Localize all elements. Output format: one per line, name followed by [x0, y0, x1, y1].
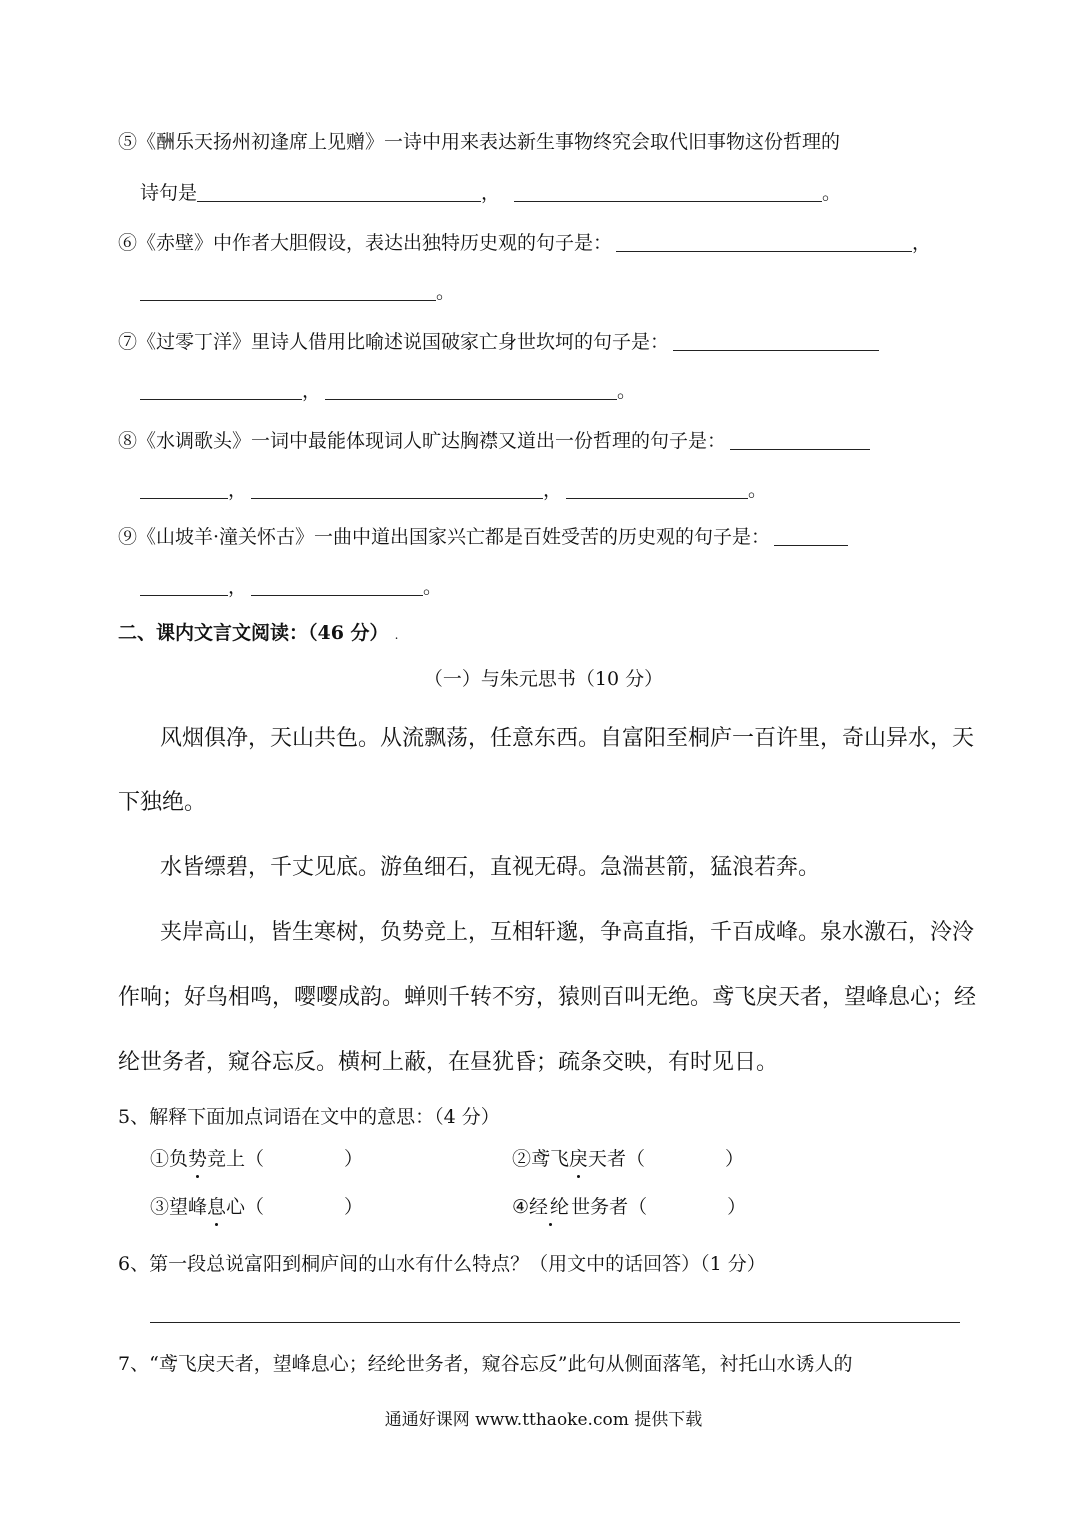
question-5-stem: 5、解释下面加点词语在文中的意思：（4 分）	[118, 1106, 500, 1128]
stray-mark: .	[394, 628, 399, 642]
answer-blank[interactable]	[251, 480, 543, 499]
passage-title: （一）与朱元思书（10 分）	[423, 668, 664, 690]
answer-line[interactable]	[150, 1322, 960, 1323]
passage-paragraph: 风烟俱净，天山共色。从流飘荡，任意东西。自富阳至桐庐一百许里，奇山异水，天	[160, 726, 975, 751]
answer-blank[interactable]	[616, 233, 912, 252]
answer-blank[interactable]	[645, 1150, 725, 1168]
q8-line1: ⑧《水调歌头》一词中最能体现词人旷达胸襟又道出一份哲理的句子是：	[118, 431, 870, 451]
q5-item-3: ③望峰息心（ ）	[150, 1196, 364, 1218]
page-footer: 通通好课网 www.tthaoke.com 提供下载	[384, 1410, 703, 1430]
answer-blank[interactable]	[197, 183, 481, 202]
answer-blank[interactable]	[774, 527, 848, 546]
answer-blank[interactable]	[251, 577, 423, 596]
answer-blank[interactable]	[140, 480, 228, 499]
q7-line2: ， 。	[140, 381, 636, 401]
passage-paragraph: 下独绝。	[118, 790, 207, 815]
q5-item-1: ①负势竞上（ ）	[150, 1148, 364, 1170]
q5-item-4: ④经纶世务者（ ）	[512, 1196, 747, 1218]
question-7-stem: 7、“鸢飞戾天者，望峰息心；经纶世务者，窥谷忘反”此句从侧面落笔，衬托山水诱人的	[118, 1353, 853, 1375]
answer-blank[interactable]	[325, 381, 617, 400]
question-6-stem: 6、第一段总说富阳到桐庐间的山水有什么特点？（用文中的话回答）（1 分）	[118, 1253, 766, 1275]
answer-blank[interactable]	[264, 1198, 344, 1216]
passage-paragraph: 纶世务者，窥谷忘反。横柯上蔽，在昼犹昏；疏条交映，有时见日。	[118, 1050, 779, 1075]
q5-item-2: ②鸢飞戾天者（ ）	[512, 1148, 745, 1170]
answer-blank[interactable]	[647, 1198, 727, 1216]
answer-blank[interactable]	[264, 1150, 344, 1168]
answer-blank[interactable]	[730, 431, 870, 450]
q7-line1: ⑦《过零丁洋》里诗人借用比喻述说国破家亡身世坎坷的句子是：	[118, 332, 879, 352]
passage-paragraph: 作响；好鸟相鸣，嘤嘤成韵。蝉则千转不穷，猿则百叫无绝。鸢飞戾天者，望峰息心；经	[118, 985, 977, 1010]
passage-paragraph: 水皆缥碧，千丈见底。游鱼细石，直视无碍。急湍甚箭，猛浪若奔。	[160, 855, 821, 880]
answer-blank[interactable]	[140, 577, 228, 596]
answer-blank[interactable]	[673, 332, 879, 351]
q8-line2: ， ， 。	[140, 480, 767, 500]
q6-line2: 。	[140, 282, 455, 302]
answer-blank[interactable]	[140, 381, 302, 400]
answer-blank[interactable]	[514, 183, 822, 202]
q6-line1: ⑥《赤壁》中作者大胆假设，表达出独特历史观的句子是： ，	[118, 232, 932, 254]
q5-line1: ⑤《酬乐天扬州初逢席上见赠》一诗中用来表达新生事物终究会取代旧事物这份哲理的	[118, 131, 841, 153]
answer-blank[interactable]	[566, 480, 748, 499]
q9-line1: ⑨《山坡羊·潼关怀古》一曲中道出国家兴亡都是百姓受苦的历史观的句子是：	[118, 527, 848, 547]
answer-blank[interactable]	[140, 282, 436, 301]
section-heading: 二、课内文言文阅读：（46 分） .	[118, 622, 399, 644]
passage-paragraph: 夹岸高山，皆生寒树，负势竞上，互相轩邈，争高直指，千百成峰。泉水激石，泠泠	[160, 920, 975, 945]
q5-line2: 诗句是 ， 。	[140, 182, 842, 204]
q9-line2: ， 。	[140, 577, 442, 597]
